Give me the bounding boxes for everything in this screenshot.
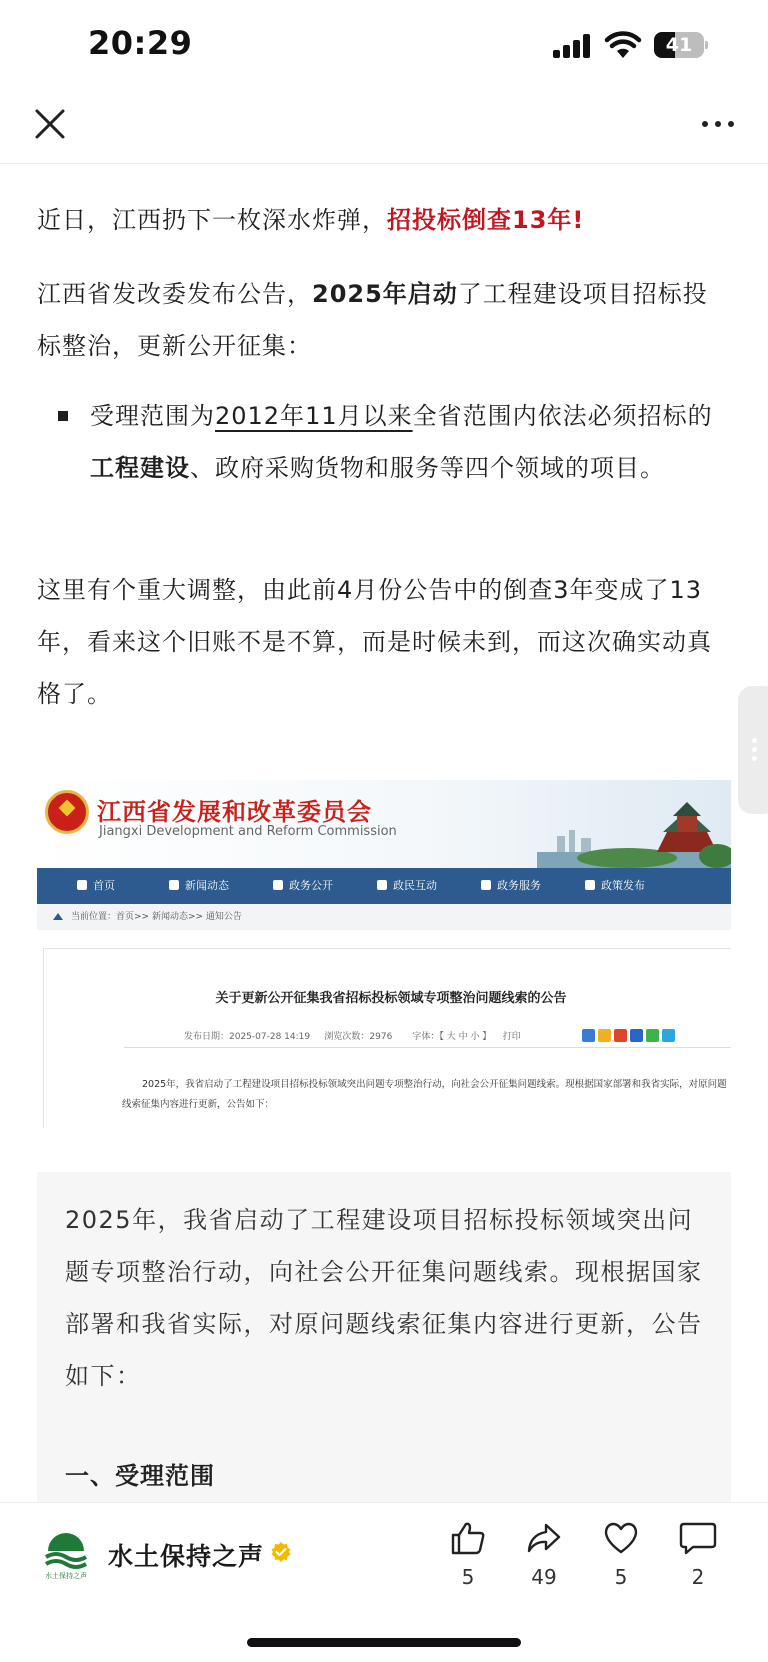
comment-bubble-icon <box>679 1521 717 1555</box>
share-count: 49 <box>531 1565 557 1589</box>
pavilion-skyline-icon <box>537 800 731 868</box>
embed-breadcrumb: 当前位置：首页>> 新闻动态>> 通知公告 <box>37 904 731 930</box>
highlight-text: 招投标倒查13年! <box>387 206 585 234</box>
paragraph-text: 江西省发改委发布公告， <box>37 280 312 308</box>
paragraph-text: 了工程建设项目招标投标整治，更新公开征集： <box>37 280 708 360</box>
paragraph-text: 近日，江西扔下一枚深水炸弹， <box>37 206 387 234</box>
underlined-text: 2012年11月以来 <box>215 402 413 430</box>
share-button[interactable] <box>519 1521 569 1589</box>
bullet-text: 全省范围内依法必须招标的 <box>412 402 713 430</box>
verified-badge-icon <box>270 1541 292 1563</box>
article-paragraph-3: 这里有个重大调整，由此前4月份公告中的倒查3年变成了13年，看来这个旧账不是不算，而是时候未到，而这次确实动真格了。 <box>37 576 712 708</box>
embed-site-title: 江西省发展和改革委员会 <box>97 798 372 826</box>
svg-text:水土保持之声: 水土保持之声 <box>45 1572 87 1580</box>
embed-site-subtitle: Jiangxi Development and Reform Commission <box>99 824 397 839</box>
cellular-signal-icon <box>553 32 593 58</box>
home-indicator[interactable] <box>247 1638 521 1647</box>
divider <box>124 1047 731 1048</box>
bullet-marker <box>58 411 68 421</box>
battery-icon <box>654 32 708 58</box>
meta-views: 浏览次数：2976 <box>324 1032 393 1042</box>
embed-nav-bar <box>37 868 731 904</box>
favorite-button[interactable] <box>596 1521 646 1589</box>
share-arrow-icon <box>526 1521 562 1555</box>
embed-article-body: 2025年，我省启动了工程建设项目招标投标领域突出问题专项整治行动，向社会公开征集问题线索。现根据国家部署和我省实际，对原问题线索征集内容进行更新，公告如下： <box>122 1079 727 1110</box>
thumbs-up-icon <box>450 1521 486 1555</box>
nav-bar <box>0 92 768 164</box>
meta-date: 发布日期：2025-07-28 14:19 <box>184 1032 311 1042</box>
embed-nav-item[interactable]: 首页 <box>77 868 115 904</box>
bullet-text: 、政府采购货物和服务等四个领域的项目。 <box>190 454 665 482</box>
quote-block <box>37 1172 731 1502</box>
quote-text: 2025年，我省启动了工程建设项目招标投标领域突出问题专项整治行动，向社会公开征集问题线索。现根据国家部署和我省实际，对原问题线索征集内容进行更新，公告如下： <box>65 1206 703 1390</box>
close-icon[interactable] <box>32 106 68 142</box>
embed-nav-item[interactable]: 政策发布 <box>585 868 645 904</box>
like-count: 5 <box>461 1565 475 1589</box>
status-time: 20:29 <box>88 24 193 62</box>
article-paragraph-1 <box>37 194 731 246</box>
share-renren-icon <box>630 1029 643 1042</box>
national-emblem-icon <box>45 790 89 834</box>
embed-article-meta <box>184 1029 521 1042</box>
quote-heading: 一、受理范围 <box>65 1462 215 1490</box>
article-paragraph-2 <box>37 268 731 372</box>
meta-print: 打印 <box>502 1032 521 1042</box>
embed-nav-item[interactable]: 政务公开 <box>273 868 333 904</box>
share-qzone-icon <box>598 1029 611 1042</box>
comment-count: 2 <box>691 1565 705 1589</box>
embed-nav-item[interactable]: 政民互动 <box>377 868 437 904</box>
share-icons <box>582 1029 692 1043</box>
embed-site-header <box>37 780 731 868</box>
wifi-icon <box>604 30 642 60</box>
status-bar <box>0 0 768 92</box>
article-bullet-item <box>90 390 731 494</box>
share-wechat-icon <box>646 1029 659 1042</box>
more-options-icon[interactable] <box>700 114 736 134</box>
account-logo-icon[interactable] <box>40 1529 92 1581</box>
embed-article-title: 关于更新公开征集我省招标投标领域专项整治问题线索的公告 <box>215 991 567 1006</box>
bold-text: 2025年启动 <box>312 280 458 308</box>
embedded-screenshot-image[interactable] <box>37 780 731 1128</box>
share-plus-icon <box>582 1029 595 1042</box>
bullet-text: 受理范围为 <box>90 402 215 430</box>
heart-icon <box>603 1521 639 1555</box>
comment-button[interactable] <box>673 1521 723 1589</box>
favorite-count: 5 <box>614 1565 628 1589</box>
bold-text: 工程建设 <box>90 454 190 482</box>
account-name[interactable]: 水土保持之声 <box>108 1542 265 1571</box>
embed-nav-item[interactable]: 新闻动态 <box>169 868 229 904</box>
share-link-icon <box>662 1029 675 1042</box>
embed-article-card <box>43 948 731 1128</box>
meta-font-size: 字体：【 大 中 小 】 <box>412 1032 492 1042</box>
scroll-handle[interactable] <box>738 686 768 814</box>
like-button[interactable] <box>443 1521 493 1589</box>
embed-nav-item[interactable]: 政务服务 <box>481 868 541 904</box>
share-weibo-icon <box>614 1029 627 1042</box>
battery-level: 41 <box>665 34 693 56</box>
location-icon <box>53 913 63 920</box>
